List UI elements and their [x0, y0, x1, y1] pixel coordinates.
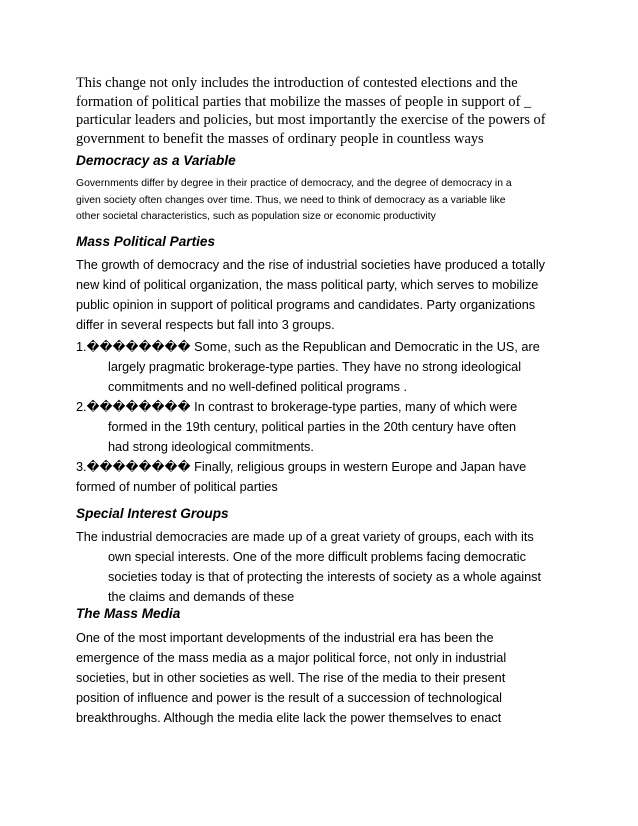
text-line: public opinion in support of political programs and candidates. Party organizations	[76, 298, 536, 312]
text-line: breakthroughs. Although the media elite lack the power themselves to enact	[76, 711, 502, 725]
text-line: other societal characteristics, such as population size or economic productivity	[76, 211, 436, 222]
text-line: particular leaders and policies, but most importantly the exercise of the powers of	[76, 112, 546, 129]
text-line: 2.�������� In contrast to brokerage-type parties, many of which were	[76, 400, 518, 414]
text-line: commitments and no well-defined political programs .	[108, 380, 407, 394]
interest-groups-paragraph	[76, 527, 576, 607]
party-type-item-2	[76, 397, 576, 457]
heading-democracy: Democracy as a Variable	[76, 153, 236, 168]
intro-paragraph	[76, 74, 566, 148]
text-line: societies, but in other societies as well. The rise of the media to their present	[76, 671, 506, 685]
text-line: new kind of political organization, the mass political party, which serves to mobilize	[76, 278, 539, 292]
party-type-item-3	[76, 457, 576, 497]
heading-mass-media: The Mass Media	[76, 606, 181, 621]
text-line: 3.�������� Finally, religious groups in western Europe and Japan have	[76, 460, 527, 474]
text-line: the claims and demands of these	[108, 590, 295, 604]
text-line: formed in the 19th century, political parties in the 20th century have often	[108, 420, 517, 434]
parties-paragraph	[76, 255, 576, 335]
text-line: The industrial democracies are made up of a great variety of groups, each with its	[76, 530, 534, 544]
text-line: formation of political parties that mobilize the masses of people in support of _	[76, 93, 532, 110]
text-line: position of influence and power is the result of a succession of technological	[76, 691, 502, 705]
text-line: had strong ideological commitments.	[108, 440, 314, 454]
text-line: 1.�������� Some, such as the Republican and Democratic in the US, are	[76, 340, 540, 354]
democracy-paragraph	[76, 176, 576, 226]
text-line: own special interests. One of the more difficult problems facing democratic	[108, 550, 526, 564]
party-type-item-1	[76, 337, 576, 397]
text-line: largely pragmatic brokerage-type parties. They have no strong ideological	[108, 360, 522, 374]
text-line: emergence of the mass media as a major political force, not only in industrial	[76, 651, 507, 665]
text-line: formed of number of political parties	[76, 480, 278, 494]
text-line: differ in several respects but fall into 3 groups.	[76, 318, 335, 332]
text-line: societies today is that of protecting the interests of society as a whole against	[108, 570, 542, 584]
text-line: This change not only includes the introduction of contested elections and the	[76, 75, 518, 91]
text-line: government to benefit the masses of ordinary people in countless ways	[76, 130, 484, 147]
heading-parties: Mass Political Parties	[76, 234, 216, 249]
mass-media-paragraph	[76, 628, 576, 728]
text-line: One of the most important developments of the industrial era has been the	[76, 631, 494, 645]
text-line: given society often changes over time. Thus, we need to think of democracy as a variable like	[76, 194, 506, 206]
text-line: Governments differ by degree in their practice of democracy, and the degree of democracy in a	[76, 178, 512, 189]
heading-interest-groups: Special Interest Groups	[76, 506, 229, 521]
text-line: The growth of democracy and the rise of industrial societies have produced a totally	[76, 258, 545, 272]
